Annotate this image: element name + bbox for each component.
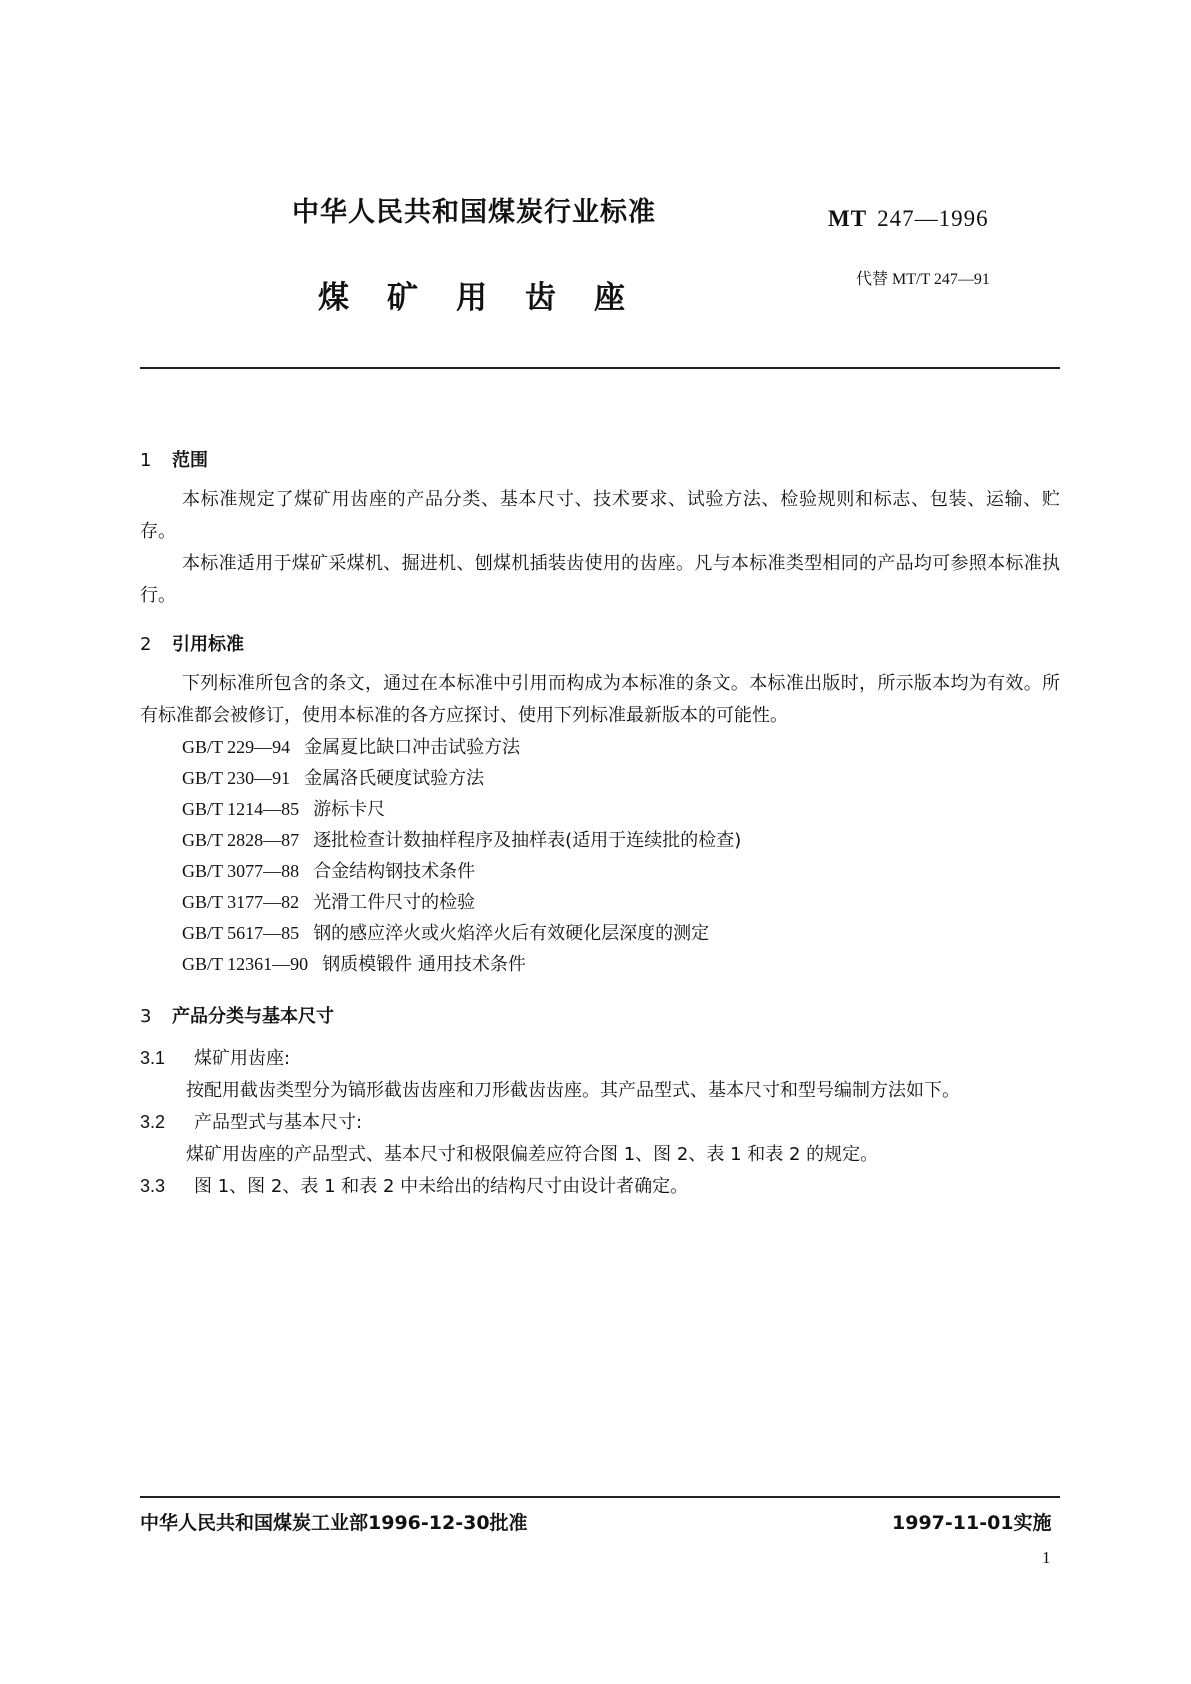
standard-code bbox=[828, 206, 989, 232]
reference-list bbox=[182, 732, 741, 980]
reference-code: GB/T 12361—90 bbox=[182, 954, 309, 974]
reference-title: 逐批检查计数抽样程序及抽样表(适用于连续批的检查) bbox=[313, 830, 742, 851]
section-title: 产品分类与基本尺寸 bbox=[172, 1006, 334, 1027]
reference-code: GB/T 229—94 bbox=[182, 737, 291, 757]
reference-title: 钢质模锻件 通用技术条件 bbox=[322, 954, 526, 975]
subsection-number: 3.3 bbox=[140, 1176, 166, 1196]
section-1-heading bbox=[140, 446, 208, 472]
reference-item bbox=[182, 856, 741, 887]
section-number: 2 bbox=[140, 634, 152, 655]
reference-title: 钢的感应淬火或火焰淬火后有效硬化层深度的测定 bbox=[313, 923, 710, 944]
replaces-note: 代替 MT/T 247—91 bbox=[856, 271, 990, 288]
effective-date: 1997-11-01实施 bbox=[892, 1512, 1052, 1534]
subsection-title: 产品型式与基本尺寸: bbox=[194, 1112, 363, 1133]
reference-item bbox=[182, 949, 741, 980]
reference-title: 金属洛氏硬度试验方法 bbox=[304, 768, 485, 789]
reference-code: GB/T 5617—85 bbox=[182, 923, 300, 943]
reference-item bbox=[182, 763, 741, 794]
section-1-paragraph-2: 本标准适用于煤矿采煤机、掘进机、刨煤机插装齿使用的齿座。凡与本标准类型相同的产品均可参照本标准执行。 bbox=[140, 553, 1060, 606]
subsection-number: 3.1 bbox=[140, 1048, 166, 1068]
reference-item bbox=[182, 794, 741, 825]
subsection-3-2-heading bbox=[140, 1108, 362, 1134]
section-title: 范围 bbox=[172, 450, 208, 471]
section-title: 引用标准 bbox=[172, 634, 244, 655]
reference-code: GB/T 230—91 bbox=[182, 768, 291, 788]
code-prefix: MT bbox=[828, 206, 868, 231]
section-1-paragraph-1: 本标准规定了煤矿用齿座的产品分类、基本尺寸、技术要求、试验方法、检验规则和标志、包装、运输、贮存。 bbox=[140, 489, 1060, 542]
reference-code: GB/T 1214—85 bbox=[182, 799, 300, 819]
subsection-3-1-heading bbox=[140, 1044, 290, 1070]
subsection-number: 3.2 bbox=[140, 1112, 166, 1132]
page-number: 1 bbox=[1042, 1548, 1051, 1567]
subsection-3-3 bbox=[140, 1172, 688, 1198]
reference-code: GB/T 3077—88 bbox=[182, 861, 300, 881]
reference-item bbox=[182, 887, 741, 918]
reference-code: GB/T 3177—82 bbox=[182, 892, 300, 912]
standard-name: 中华人民共和国煤炭行业标准 bbox=[292, 197, 656, 228]
approval-line: 中华人民共和国煤炭工业部1996-12-30批准 bbox=[140, 1512, 528, 1534]
section-3-heading bbox=[140, 1002, 334, 1028]
reference-code: GB/T 2828—87 bbox=[182, 830, 300, 850]
document-title: 煤矿用齿座 bbox=[318, 280, 663, 316]
reference-title: 金属夏比缺口冲击试验方法 bbox=[304, 737, 521, 758]
subsection-3-2-text: 煤矿用齿座的产品型式、基本尺寸和极限偏差应符合图 1、图 2、表 1 和表 2 的规定。 bbox=[186, 1144, 879, 1165]
footer-divider bbox=[140, 1496, 1060, 1498]
reference-item bbox=[182, 732, 741, 763]
reference-title: 游标卡尺 bbox=[313, 799, 386, 820]
code-number: 247—1996 bbox=[877, 206, 989, 231]
reference-item bbox=[182, 825, 741, 856]
section-2-heading bbox=[140, 630, 244, 656]
subsection-title: 煤矿用齿座: bbox=[194, 1048, 291, 1069]
section-number: 1 bbox=[140, 450, 152, 471]
subsection-3-1-text: 按配用截齿类型分为镐形截齿齿座和刀形截齿齿座。其产品型式、基本尺寸和型号编制方法如下。 bbox=[186, 1080, 960, 1101]
section-2-paragraph-1: 下列标准所包含的条文，通过在本标准中引用而构成为本标准的条文。本标准出版时，所示版本均为有效。所有标准都会被修订，使用本标准的各方应探讨、使用下列标准最新版本的可能性。 bbox=[140, 673, 1060, 726]
section-number: 3 bbox=[140, 1006, 152, 1027]
subsection-text: 图 1、图 2、表 1 和表 2 中未给出的结构尺寸由设计者确定。 bbox=[194, 1176, 689, 1197]
reference-title: 光滑工件尺寸的检验 bbox=[313, 892, 476, 913]
reference-title: 合金结构钢技术条件 bbox=[313, 861, 476, 882]
header-divider bbox=[140, 367, 1060, 369]
reference-item bbox=[182, 918, 741, 949]
